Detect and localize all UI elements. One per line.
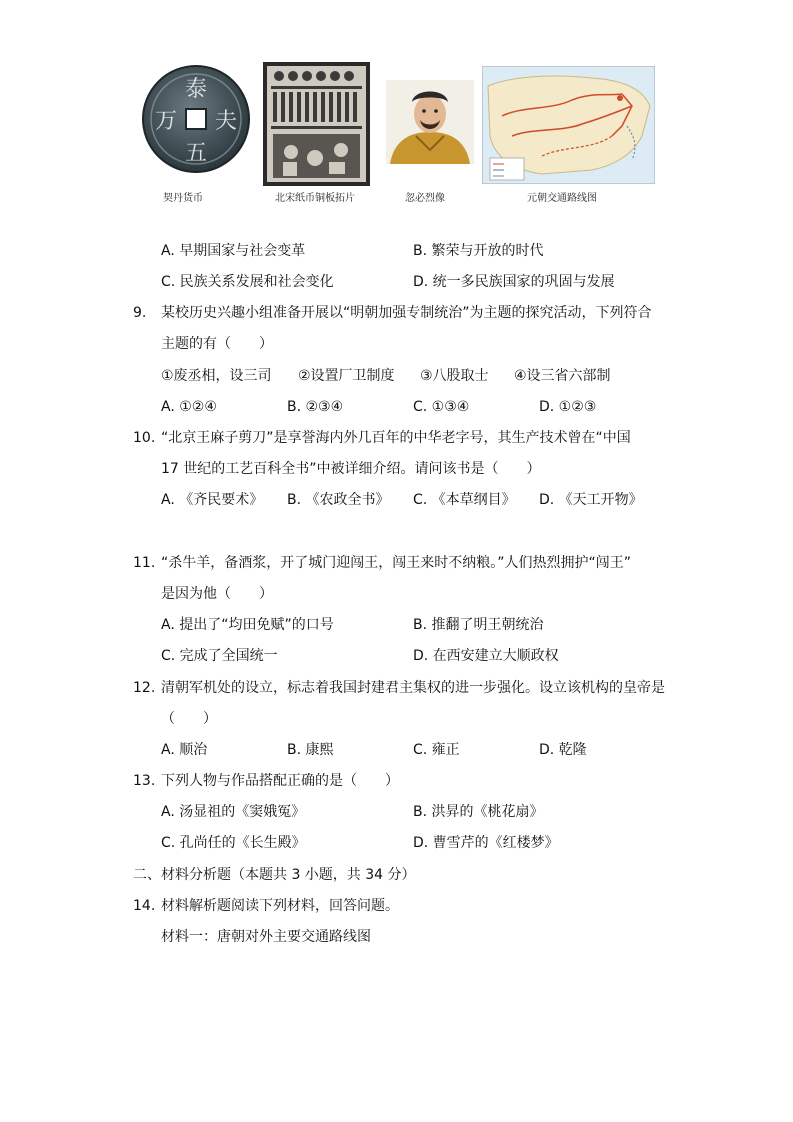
- q14-stem: 材料解析题阅读下列材料，回答问题。: [161, 898, 399, 914]
- q10-option-c: C. 《本草纲目》: [413, 492, 516, 508]
- q9-option-c: C. ①③④: [413, 399, 470, 415]
- q10-option-b: B. 《农政全书》: [287, 492, 390, 508]
- q9-option-b: B. ②③④: [287, 399, 344, 415]
- q11-option-b: B. 推翻了明王朝统治: [413, 617, 544, 633]
- q9-stem-cont: 主题的有（ ）: [161, 336, 273, 352]
- q13-option-d: D. 曹雪芹的《红楼梦》: [413, 835, 559, 851]
- song-banknote-image: [263, 62, 370, 186]
- khitan-coin-image: [141, 64, 251, 174]
- q8-option-c: C. 民族关系发展和社会变化: [161, 274, 334, 290]
- banknote-print-icon: [263, 62, 370, 186]
- q10-stem: “北京王麻子剪刀”是享誉海内外几百年的中华老字号，其生产技术曾在“中国: [161, 430, 631, 446]
- q9-option-a: A. ①②④: [161, 399, 217, 415]
- q9-number: 9.: [133, 305, 147, 321]
- q10-option-d: D. 《天工开物》: [539, 492, 643, 508]
- q12-option-a: A. 顺治: [161, 742, 208, 758]
- q12-option-c: C. 雍正: [413, 742, 460, 758]
- q10-number: 10.: [133, 430, 156, 446]
- q8-option-d: D. 统一多民族国家的巩固与发展: [413, 274, 615, 290]
- q9-item-2: ②设置厂卫制度: [298, 368, 395, 384]
- coin-icon: [141, 64, 251, 174]
- q12-stem: 清朝军机处的设立，标志着我国封建君主集权的进一步强化。设立该机构的皇帝是: [161, 680, 665, 696]
- q12-number: 12.: [133, 680, 156, 696]
- portrait-icon: [386, 80, 474, 164]
- portrait-caption: 忽必烈像: [405, 193, 445, 204]
- coin-glyph-left: 万: [154, 109, 178, 134]
- q12-option-d: D. 乾隆: [539, 742, 587, 758]
- q9-item-3: ③八股取士: [420, 368, 489, 384]
- coin-glyph-bottom: 五: [184, 141, 208, 166]
- q11-stem: “杀牛羊，备酒浆，开了城门迎闯王，闯王来时不纳粮。”人们热烈拥护“闯王”: [161, 555, 632, 571]
- q11-option-c: C. 完成了全国统一: [161, 648, 278, 664]
- kublai-portrait-image: [386, 80, 474, 164]
- q10-option-a: A. 《齐民要术》: [161, 492, 264, 508]
- q11-option-d: D. 在西安建立大顺政权: [413, 648, 559, 664]
- q9-option-d: D. ①②③: [539, 399, 597, 415]
- map-caption: 元朝交通路线图: [527, 193, 597, 204]
- coin-caption: 契丹货币: [163, 193, 203, 204]
- q12-stem-cont: （ ）: [161, 711, 217, 727]
- q12-option-b: B. 康熙: [287, 742, 334, 758]
- q14-number: 14.: [133, 898, 156, 914]
- q13-stem: 下列人物与作品搭配正确的是（ ）: [161, 773, 399, 789]
- q13-option-b: B. 洪昇的《桃花扇》: [413, 804, 544, 820]
- q8-option-b: B. 繁荣与开放的时代: [413, 243, 544, 259]
- section-2-heading: 二、材料分析题（本题共 3 小题，共 34 分）: [133, 867, 416, 883]
- q11-number: 11.: [133, 555, 156, 571]
- q14-material-1-label: 材料一：唐朝对外主要交通路线图: [161, 929, 371, 945]
- q9-item-1: ①废丞相，设三司: [161, 368, 272, 384]
- q13-option-c: C. 孔尚任的《长生殿》: [161, 835, 306, 851]
- q11-option-a: A. 提出了“均田免赋”的口号: [161, 617, 334, 633]
- coin-glyph-top: 泰: [184, 77, 208, 102]
- coin-glyph-right: 夫: [214, 109, 238, 134]
- q9-stem: 某校历史兴趣小组准备开展以“明朝加强专制统治”为主题的探究活动，下列符合: [161, 305, 652, 321]
- q13-number: 13.: [133, 773, 156, 789]
- q8-option-a: A. 早期国家与社会变革: [161, 243, 306, 259]
- q11-stem-cont: 是因为他（ ）: [161, 586, 273, 602]
- yuan-transport-map-image: [482, 66, 655, 184]
- q9-item-4: ④设三省六部制: [514, 368, 611, 384]
- q13-option-a: A. 汤显祖的《窦娥冤》: [161, 804, 306, 820]
- map-icon: [482, 66, 655, 184]
- q10-stem-cont: 17 世纪的工艺百科全书”中被详细介绍。请问该书是（ ）: [161, 461, 541, 477]
- banknote-caption: 北宋纸币铜板拓片: [275, 193, 355, 204]
